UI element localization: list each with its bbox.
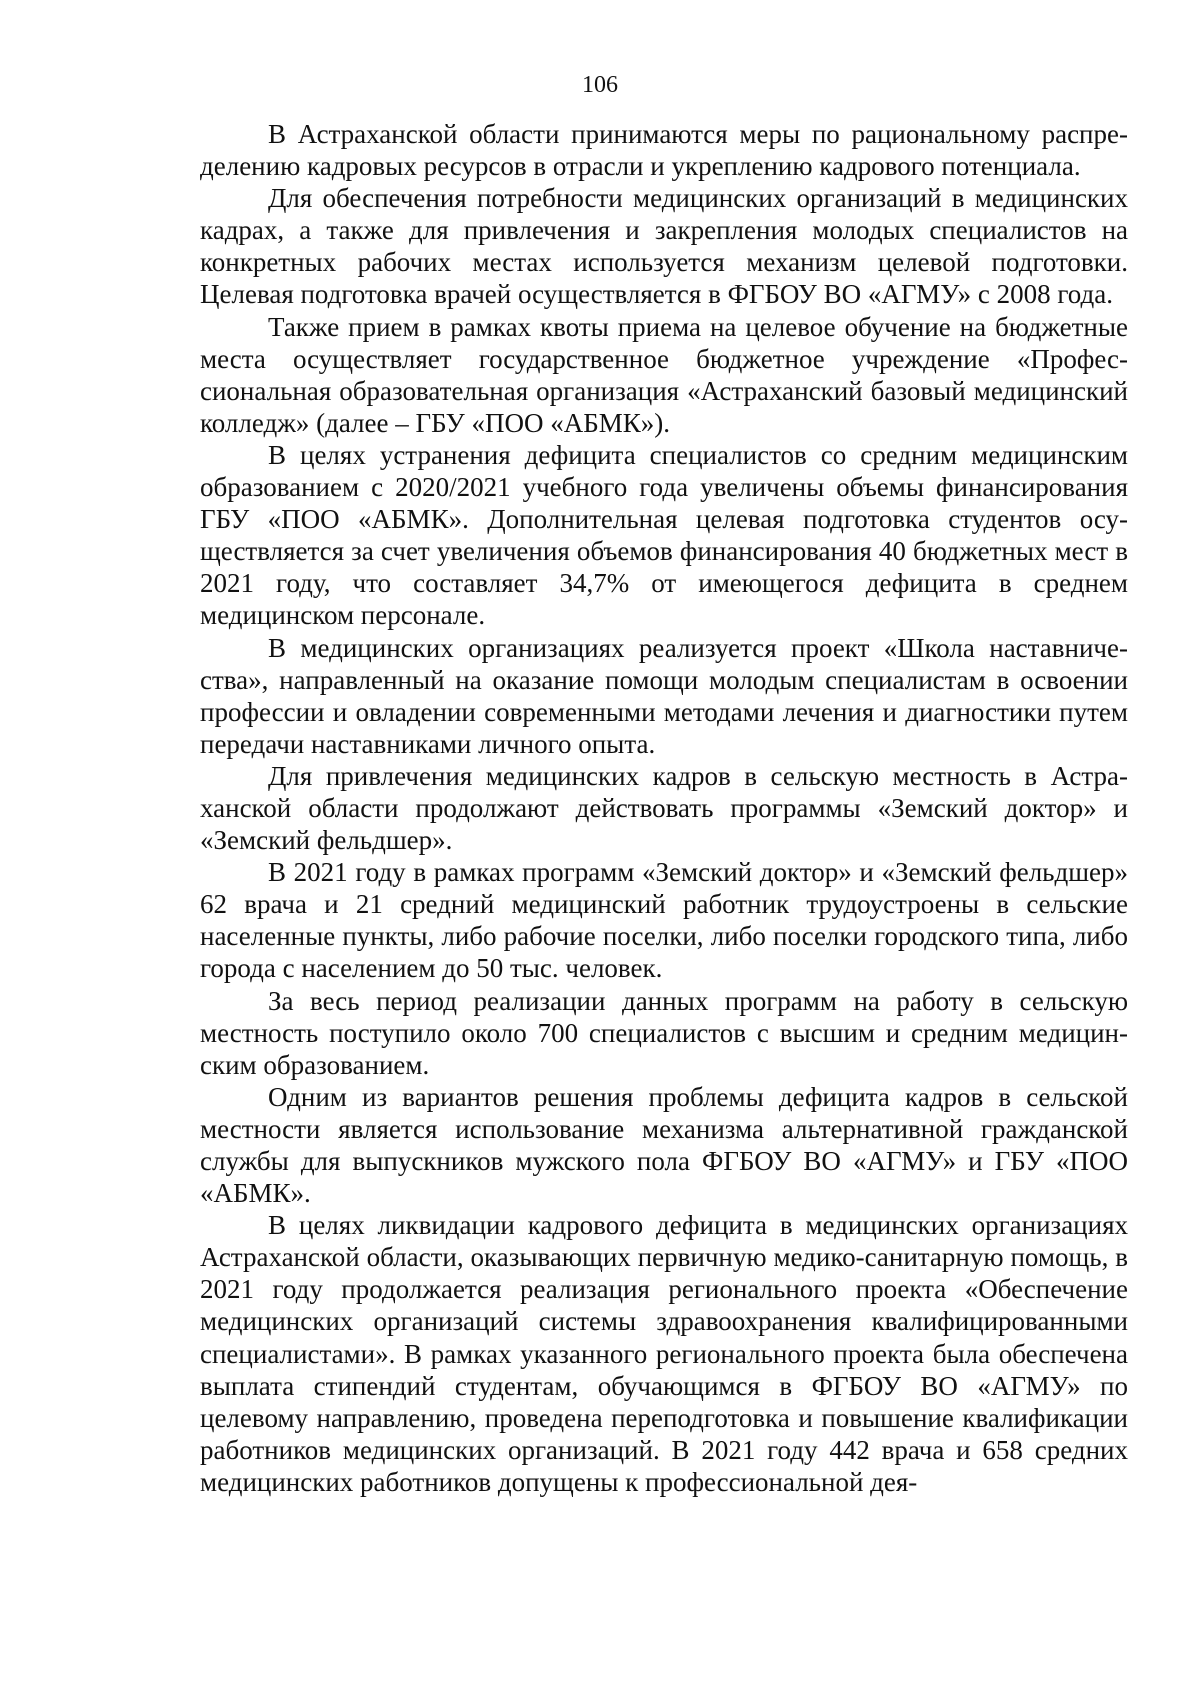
paragraph-alternative-service: Одним из вариантов решения проблемы дефицита кадров в сельской местности является использование механизма альтернативной гражданской службы для выпускников мужского пола ФГБОУ ВО «АГМУ» и ГБУ «ПОО «АБМК». [200, 1081, 1128, 1209]
paragraph-2021-rural-hires: В 2021 году в рамках программ «Земский доктор» и «Земский фельдшер» 62 врача и 21 средний медицинский работник трудоустроены в сельские населенные пункты, либо рабочие поселки, либо поселки городского типа, либо города с населением до 50 тыс. человек. [200, 857, 1128, 984]
document-body [200, 118, 1128, 1498]
paragraph-college-quota: Также прием в рамках квоты приема на целевое обучение на бюджетные места осуществляет государственное бюджетное учреждение «Профессиональная образовательная организация «Астраханский базовый медицинский колледж» (далее – ГБУ «ПОО «АБМК»). [200, 311, 1128, 438]
paragraph-program-totals: За весь период реализации данных программ на работу в сельскую местность поступило около 700 специалистов с высшим и средним медицинским образованием. [200, 985, 1128, 1080]
paragraph-rural-programs: Для привлечения медицинских кадров в сельскую местность в Астраханской области продолжают действовать программы «Земский доктор» и «Земский фельдшер». [200, 760, 1128, 856]
paragraph-staff-distribution: В Астраханской области принимаются меры по рациональному распределению кадровых ресурсов в отрасли и укреплению кадрового потенциала. [200, 119, 1128, 182]
paragraph-targeted-training: Для обеспечения потребности медицинских организаций в медицинских кадрах, а также для привлечения и закрепления молодых специалистов на конкретных рабочих местах используется механизм целевой подготовки. Целевая подготовка врачей осуществляется в ФГБОУ ВО «АГМУ» с 2008 года. [200, 183, 1128, 310]
paragraph-mentorship-school: В медицинских организациях реализуется проект «Школа наставничества», направленный на оказание помощи молодым специалистам в освоении профессии и овладении современными методами лечения и диагностики путем передачи наставниками личного опыта. [200, 632, 1128, 759]
page-number: 106 [582, 72, 618, 98]
paragraph-nursing-deficit: В целях устранения дефицита специалистов со средним медицинским образованием с 2020/2021 учебного года увеличены объемы финансирования ГБУ «ПОО «АБМК». Дополнительная целевая подготовка студентов осуществляется за счет увеличения объемов финансирования 40 бюджетных мест в 2021 году, что составляет 34,7% от имеющегося дефицита в среднем медицинском персонале. [200, 439, 1128, 631]
paragraph-regional-project: В целях ликвидации кадрового дефицита в медицинских организациях Астраханской области, оказывающих первичную медико-санитарную помощь, в 2021 году продолжается реализация регионального проекта «Обеспечение медицинских организаций системы здравоохранения квалифицированными специалистами». В рамках указанного регионального проекта была обеспечена выплата стипендий студентам, обучающимся в ФГБОУ ВО «АГМУ» по целевому направлению, проведена переподготовка и повышение квалификации работников медицинских организаций. В 2021 году 442 врача и 658 средних медицинских работников допущены к профессиональной дея- [200, 1210, 1128, 1497]
